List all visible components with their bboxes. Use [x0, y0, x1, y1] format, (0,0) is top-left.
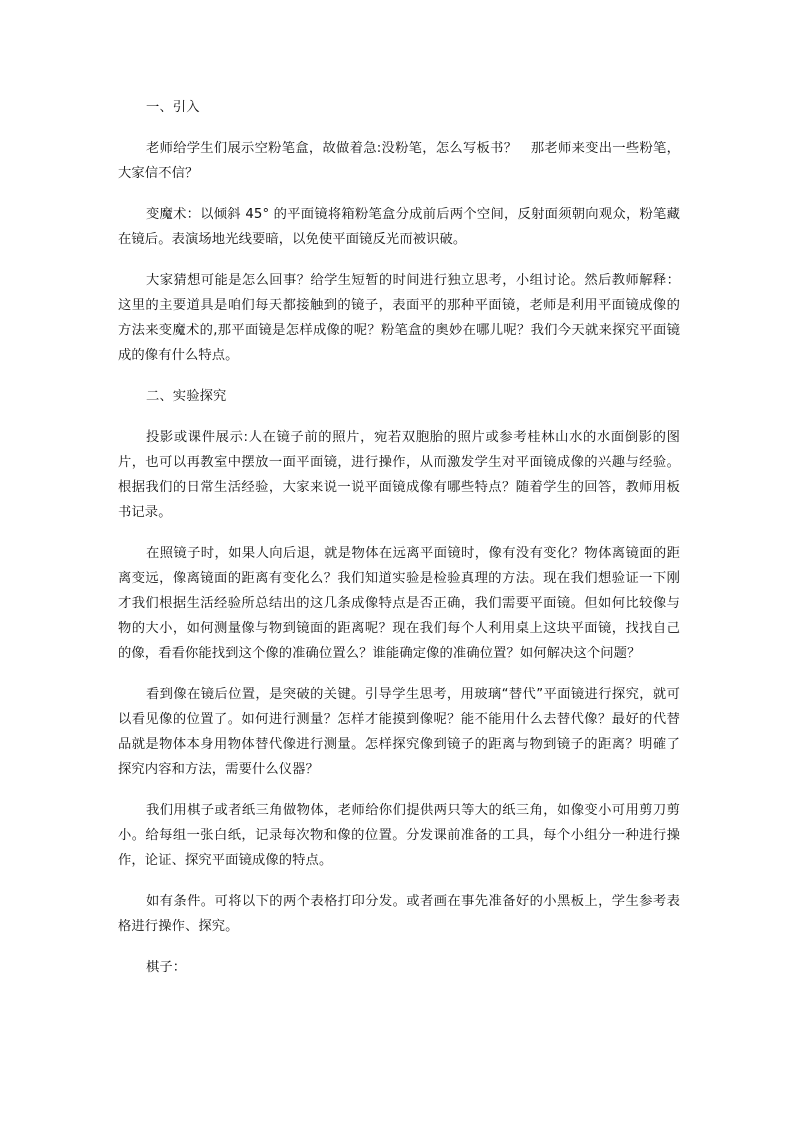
paragraph: 投影或课件展示:人在镜子前的照片，宛若双胞胎的照片或参考桂林山水的水面倒影的图片，也可以再教室中摆放一面平面镜，进行操作，从而激发学生对平面镜成像的兴趣与经验。根据我们的日常生活经验，大家来说一说平面镜成像有哪些特点？随着学生的回答，教师用板书记录。 — [118, 430, 680, 520]
paragraph: 看到像在镜后位置，是突破的关键。引导学生思考，用玻璃“替代”平面镜进行探究，就可以看见像的位置了。如何进行测量？怎样才能摸到像呢？能不能用什么去替代像？最好的代替品就是物体本身用物体替代像进行测量。怎样探究像到镜子的距离与物到镜子的距离？明確了探究内容和方法，需要什么仪器？ — [118, 687, 680, 777]
paragraph: 我们用棋子或者纸三角做物体，老师给你们提供两只等大的纸三角，如像变小可用剪刀剪小。给每组一张白纸，记录每次物和像的位置。分发课前准备的工具，每个小组分一种进行操作，论证、探究平面镜成像的特点。 — [118, 803, 680, 868]
paragraph: 老师给学生们展示空粉笔盒，故做着急:没粉笔，怎么写板书？ 那老师来变出一些粉笔，大家信不信？ — [118, 141, 680, 181]
paragraph: 变魔术：以倾斜 45° 的平面镜将箱粉笔盒分成前后两个空间，反射面须朝向观众，粉笔藏在镜后。表演场地光线要暗，以免使平面镜反光而被识破。 — [118, 207, 680, 247]
chess-piece-label: 棋子： — [146, 960, 187, 975]
paragraph: 在照镜子时，如果人向后退，就是物体在远离平面镜时，像有没有变化？物体离镜面的距离变远，像离镜面的距离有变化么？我们知道实验是检验真理的方法。现在我们想验证一下刚才我们根据生活经验所总结出的这几条成像特点是否正确，我们需要平面镜。但如何比较像与物的大小，如何测量像与物到镜面的距离呢？现在我们每个人利用桌上这块平面镜，找找自己的像，看看你能找到这个像的准确位置么？谁能确定像的准确位置？如何解决这个问题？ — [118, 546, 680, 661]
paragraph: 如有条件。可将以下的两个表格打印分发。或者画在事先准备好的小黑板上，学生参考表格进行操作、探究。 — [118, 894, 680, 934]
section-heading-experiment: 二、实验探究 — [146, 389, 227, 404]
section-heading-intro: 一、引入 — [146, 100, 200, 115]
document-body — [118, 95, 680, 980]
paragraph: 大家猜想可能是怎么回事？给学生短暂的时间进行独立思考，小组讨论。然后教师解释：这里的主要道具是咱们每天都接触到的镜子，表面平的那种平面镜，老师是利用平面镜成像的方法来变魔术的,那平面镜是怎样成像的呢？粉笔盒的奥妙在哪儿呢？我们今天就来探究平面镜成的像有什么特点。 — [118, 273, 680, 363]
